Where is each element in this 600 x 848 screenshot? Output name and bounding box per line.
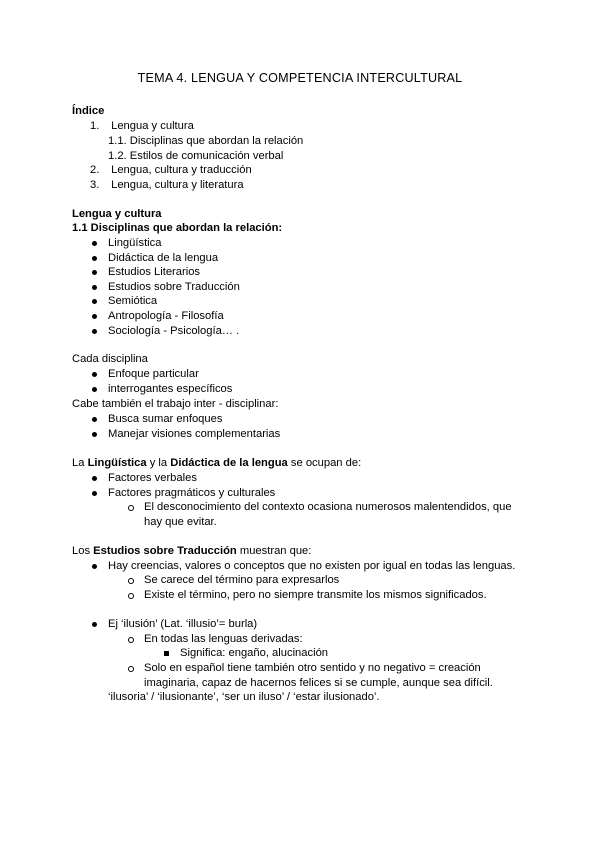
bullet-icon	[92, 564, 97, 569]
list-item: Didáctica de la lengua	[108, 252, 219, 264]
circle-bullet-icon	[128, 666, 134, 672]
circle-bullet-icon	[128, 593, 134, 599]
paragraph: La Lingüística y la Didáctica de la lengua se ocupan de:	[72, 457, 362, 469]
index-item: 2. Lengua, cultura y traducción	[90, 164, 252, 176]
circle-bullet-icon	[128, 637, 134, 643]
list-subitem: El desconocimiento del contexto ocasiona numerosos malentendidos, que	[144, 501, 512, 513]
bullet-icon	[92, 622, 97, 627]
index-item: 3. Lengua, cultura y literatura	[90, 179, 244, 191]
list-subitem: Existe el término, pero no siempre transmite los mismos significados.	[144, 589, 487, 601]
paragraph: Cabe también el trabajo inter - disciplinar:	[72, 398, 279, 410]
list-item: Antropología - Filosofía	[108, 310, 224, 322]
index-item: 1. Lengua y cultura	[90, 120, 194, 132]
list-subitem: Solo en español tiene también otro sentido y no negativo = creación	[144, 662, 481, 674]
bullet-icon	[92, 299, 97, 304]
bullet-icon	[92, 432, 97, 437]
bullet-icon	[92, 285, 97, 290]
list-item: Sociología - Psicología… .	[108, 325, 240, 337]
bullet-icon	[92, 372, 97, 377]
square-bullet-icon	[164, 651, 169, 656]
list-item: Ej ‘ilusión’ (Lat. ‘illusio’= burla)	[108, 618, 258, 630]
section-subheading: 1.1 Disciplinas que abordan la relación:	[72, 222, 283, 234]
index-heading: Índice	[72, 105, 105, 117]
list-subitem: En todas las lenguas derivadas:	[144, 633, 303, 645]
section-heading: Lengua y cultura	[72, 208, 162, 220]
list-item: Estudios sobre Traducción	[108, 281, 240, 293]
list-item: Enfoque particular	[108, 368, 199, 380]
list-item: interrogantes específicos	[108, 383, 233, 395]
index-subitem: 1.1. Disciplinas que abordan la relación	[108, 135, 304, 147]
bullet-icon	[92, 270, 97, 275]
list-item: Lingüística	[108, 237, 162, 249]
list-subitem-continuation: hay que evitar.	[144, 516, 217, 528]
paragraph: Los Estudios sobre Traducción muestran que:	[72, 545, 312, 557]
list-item: Factores pragmáticos y culturales	[108, 487, 276, 499]
paragraph: Cada disciplina	[72, 353, 148, 365]
bullet-icon	[92, 256, 97, 261]
list-item: Factores verbales	[108, 472, 197, 484]
list-item: Semiótica	[108, 295, 158, 307]
list-item: Manejar visiones complementarias	[108, 428, 281, 440]
list-item: Hay creencias, valores o conceptos que no existen por igual en todas las lenguas.	[108, 560, 516, 572]
bullet-icon	[92, 491, 97, 496]
list-subitem: Se carece del término para expresarlos	[144, 574, 340, 586]
bullet-icon	[92, 241, 97, 246]
index-subitem: 1.2. Estilos de comunicación verbal	[108, 150, 284, 162]
list-item: Estudios Literarios	[108, 266, 201, 278]
list-subsubitem: Significa: engaño, alucinación	[180, 647, 329, 659]
list-subitem-continuation: imaginaria, capaz de hacernos felices si se cumple, aunque sea difícil.	[144, 677, 493, 689]
page-title: TEMA 4. LENGUA Y COMPETENCIA INTERCULTURAL	[137, 71, 463, 85]
bullet-icon	[92, 387, 97, 392]
bullet-icon	[92, 476, 97, 481]
bullet-icon	[92, 329, 97, 334]
bullet-icon	[92, 417, 97, 422]
list-item: Busca sumar enfoques	[108, 413, 223, 425]
paragraph: ‘ilusoria’ / ‘ilusionante’, ‘ser un iluso’ / ‘estar ilusionado’.	[108, 691, 380, 703]
circle-bullet-icon	[128, 505, 134, 511]
circle-bullet-icon	[128, 578, 134, 584]
bullet-icon	[92, 314, 97, 319]
